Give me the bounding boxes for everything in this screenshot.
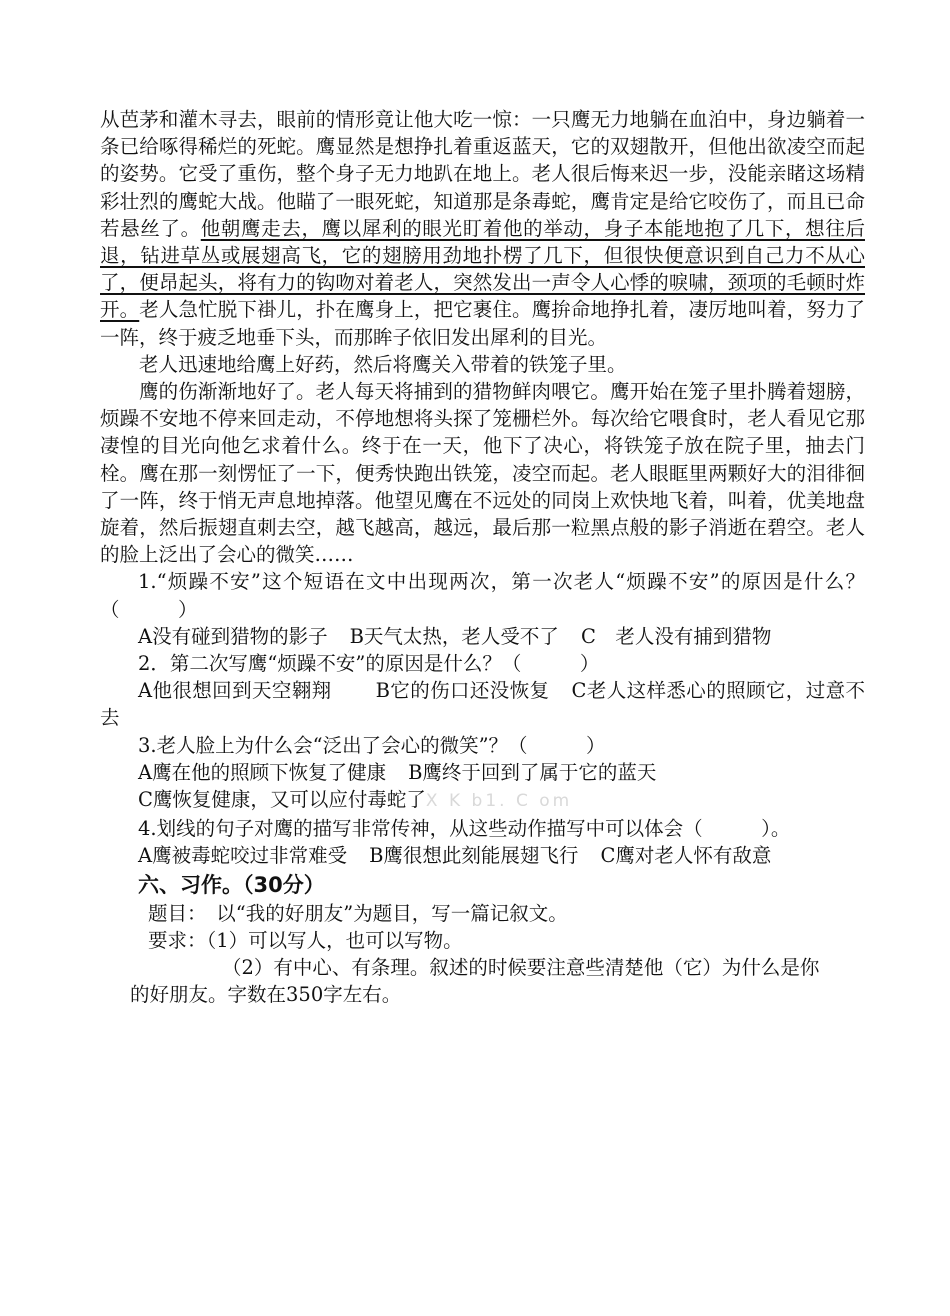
passage-paragraph-3: 鹰的伤渐渐地好了。老人每天将捕到的猎物鲜肉喂它。鹰开始在笼子里扑腾着翅膀，烦躁不安地不停来回走动，不停地想将头探了笼栅栏外。每次给它喂食时，老人看见它那凄惶的目光向他乞求着什么。终于在一天，他下了决心，将铁笼子放在院子里，抽去门栓。鹰在那一刻愣怔了一下，便秀快跑出铁笼，凌空而起。老人眼眶里两颗好大的泪徘徊了一阵，终于悄无声息地掉落。他望见鹰在不远处的同岗上欢快地飞着，叫着，优美地盘旋着，然后振翅直刺去空，越飞越高，越远，最后那一粒黑点般的影子消逝在碧空。老人的脸上泛出了会心的微笑…… xyxy=(100,380,865,567)
passage-paragraph-1 xyxy=(100,106,865,351)
option-1a: A没有碰到猎物的影子 xyxy=(138,624,328,648)
option-3b: B鹰终于回到了属于它的蓝天 xyxy=(408,760,657,784)
option-2b: B它的伤口还没恢复 xyxy=(375,679,550,703)
composition-topic: 题目： 以“我的好朋友”为题目，写一篇记叙文。 xyxy=(148,901,568,925)
option-2c: C老人这样悉心的照顾它，过意不去 xyxy=(100,679,865,730)
question-3-options-ab xyxy=(100,759,865,786)
question-2-options xyxy=(100,677,865,731)
option-2a: A他很想回到天空翱翔 xyxy=(138,679,332,703)
option-4b: B鹰很想此刻能展翅飞行 xyxy=(369,844,579,868)
question-4-options xyxy=(100,842,865,869)
question-3-option-c xyxy=(100,786,865,815)
option-4a: A鹰被毒蛇咬过非常难受 xyxy=(138,844,348,868)
passage-paragraph-2: 老人迅速地给鹰上好药，然后将鹰关入带着的铁笼子里。 xyxy=(139,352,627,376)
passage-text-before-underline: 从芭茅和灌木寻去，眼前的情形竟让他大吃一惊：一只鹰无力地躺在血泊中，身边躺着一条已给啄得稀烂的死蛇。鹰显然是想挣扎着重返蓝天，它的双翅散开，但他出欲凌空而起的姿势。它受了重伤，整个身子无力地趴在地上。老人很后悔来迟一步，没能亲睹这场精彩壮烈的鹰蛇大战。他瞄了一眼死蛇，知道那是条毒蛇，鹰肯定是给它咬伤了，而且已命若悬丝了。 xyxy=(100,108,865,240)
passage-text-after-underline: 老人急忙脱下褂儿，扑在鹰身上，把它裹住。鹰拚命地挣扎着，凄厉地叫着，努力了一阵，终于疲乏地垂下头，而那眸子依旧发出犀利的目光。 xyxy=(100,298,865,349)
watermark-text: X K b1. C om xyxy=(425,791,573,812)
option-3c: C鹰恢复健康，又可以应付毒蛇了 xyxy=(138,788,426,812)
underlined-sentence: 他朝鹰走去，鹰以犀利的眼光盯着他的举动，身子本能地抱了几下，想往后退，钻进草丛或展翅高飞，它的翅膀用劲地扑楞了几下，但很快便意识到自己力不从心了，便昂起头，将有力的钩吻对着老人，突然发出一声令人心悸的唳啸，颈项的毛顿时炸开。 xyxy=(100,216,865,322)
reading-passage xyxy=(100,106,865,1009)
question-1-options xyxy=(100,623,865,650)
option-1b: B天气太热，老人受不了 xyxy=(349,624,559,648)
option-4c: C鹰对老人怀有敌意 xyxy=(600,844,772,868)
option-3a: A鹰在他的照顾下恢复了健康 xyxy=(138,760,387,784)
composition-requirement-2-continued: 的好朋友。字数在350字左右。 xyxy=(130,983,402,1007)
composition-requirement-2: （2）有中心、有条理。叙述的时候要注意些清楚他（它）为什么是你 xyxy=(222,956,820,980)
composition-requirement-1: 要求：（1）可以写人，也可以写物。 xyxy=(148,928,463,952)
question-1: 1.“烦躁不安”这个短语在文中出现两次，第一次老人“烦躁不安”的原因是什么？（ ） xyxy=(100,570,865,621)
question-2: 2．第二次写鹰“烦躁不安”的原因是什么？（ ） xyxy=(138,652,600,676)
question-4: 4.划线的句子对鹰的描写非常传神，从这些动作描写中可以体会（ ）。 xyxy=(138,817,791,841)
option-1c: C 老人没有捕到猎物 xyxy=(580,624,772,648)
question-3: 3.老人脸上为什么会“泛出了会心的微笑”？（ ） xyxy=(138,733,606,757)
section-six-heading: 六、习作。（30分） xyxy=(138,872,325,897)
